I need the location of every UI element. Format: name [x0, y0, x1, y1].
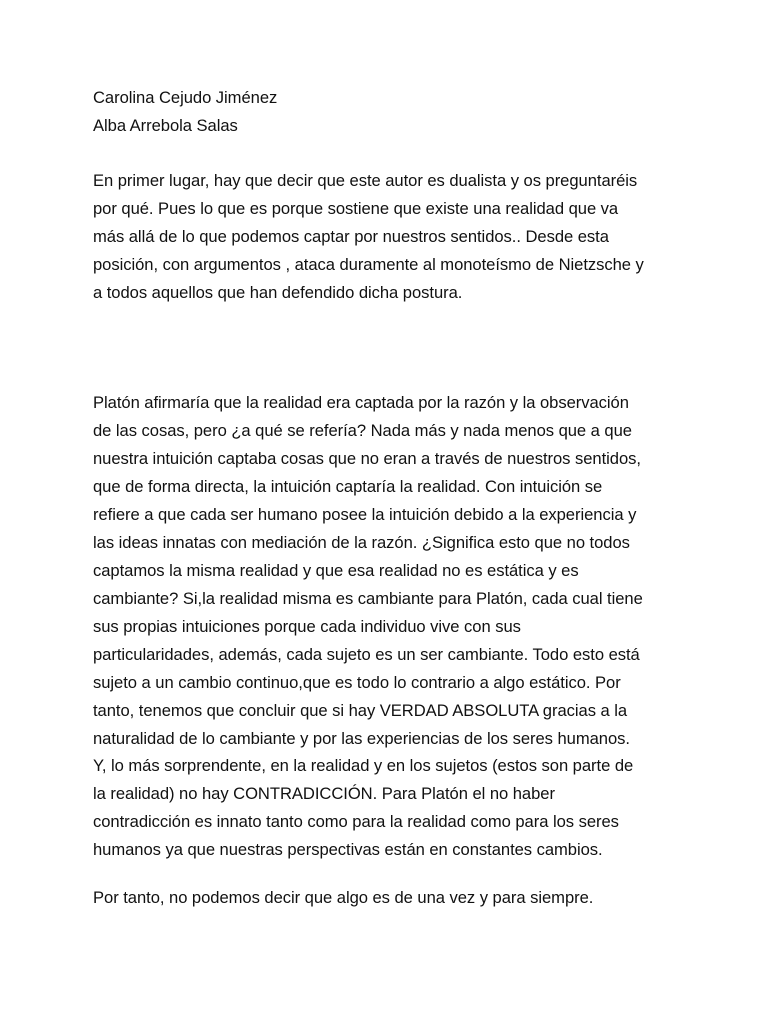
paragraph-line: sujeto a un cambio continuo,que es todo lo contrario a algo estático. Por — [93, 673, 621, 692]
paragraph-line: más allá de lo que podemos captar por nuestros sentidos.. Desde esta — [93, 227, 609, 246]
paragraph-line: captamos la misma realidad y que esa realidad no es estática y es — [93, 561, 579, 580]
paragraph-line: nuestra intuición captaba cosas que no eran a través de nuestros sentidos, — [93, 449, 641, 468]
paragraph-line: naturalidad de lo cambiante y por las experiencias de los seres humanos. — [93, 729, 630, 748]
paragraph-line: Por tanto, no podemos decir que algo es de una vez y para siempre. — [93, 888, 594, 907]
paragraph-line: sus propias intuiciones porque cada individuo vive con sus — [93, 617, 521, 636]
paragraph-line: por qué. Pues lo que es porque sostiene que existe una realidad que va — [93, 199, 619, 218]
paragraph-line: contradicción es innato tanto como para la realidad como para los seres — [93, 812, 619, 831]
paragraph-line: las ideas innatas con mediación de la razón. ¿Significa esto que no todos — [93, 533, 630, 552]
paragraph-line: Platón afirmaría que la realidad era captada por la razón y la observación — [93, 393, 629, 412]
paragraph-line: tanto, tenemos que concluir que si hay VERDAD ABSOLUTA gracias a la — [93, 701, 628, 720]
paragraph-line: En primer lugar, hay que decir que este autor es dualista y os preguntaréis — [93, 171, 638, 190]
paragraph-line: que de forma directa, la intuición captaría la realidad. Con intuición se — [93, 477, 603, 496]
paragraph-line: Y, lo más sorprendente, en la realidad y en los sujetos (estos son parte de — [93, 756, 634, 775]
author-name: Carolina Cejudo Jiménez — [93, 88, 278, 107]
paragraph-line: a todos aquellos que han defendido dicha postura. — [93, 283, 463, 302]
paragraph-line: de las cosas, pero ¿a qué se refería? Nada más y nada menos que a que — [93, 421, 632, 440]
paragraph-line: humanos ya que nuestras perspectivas están en constantes cambios. — [93, 840, 603, 859]
paragraph-line: refiere a que cada ser humano posee la intuición debido a la experiencia y — [93, 505, 637, 524]
author-name: Alba Arrebola Salas — [93, 116, 238, 135]
paragraph-line: cambiante? Si,la realidad misma es cambiante para Platón, cada cual tiene — [93, 589, 643, 608]
paragraph-line: posición, con argumentos , ataca duramente al monoteísmo de Nietzsche y — [93, 255, 644, 274]
paragraph-line: particularidades, además, cada sujeto es un ser cambiante. Todo esto está — [93, 645, 640, 664]
paragraph-line: la realidad) no hay CONTRADICCIÓN. Para Platón el no haber — [93, 784, 555, 803]
